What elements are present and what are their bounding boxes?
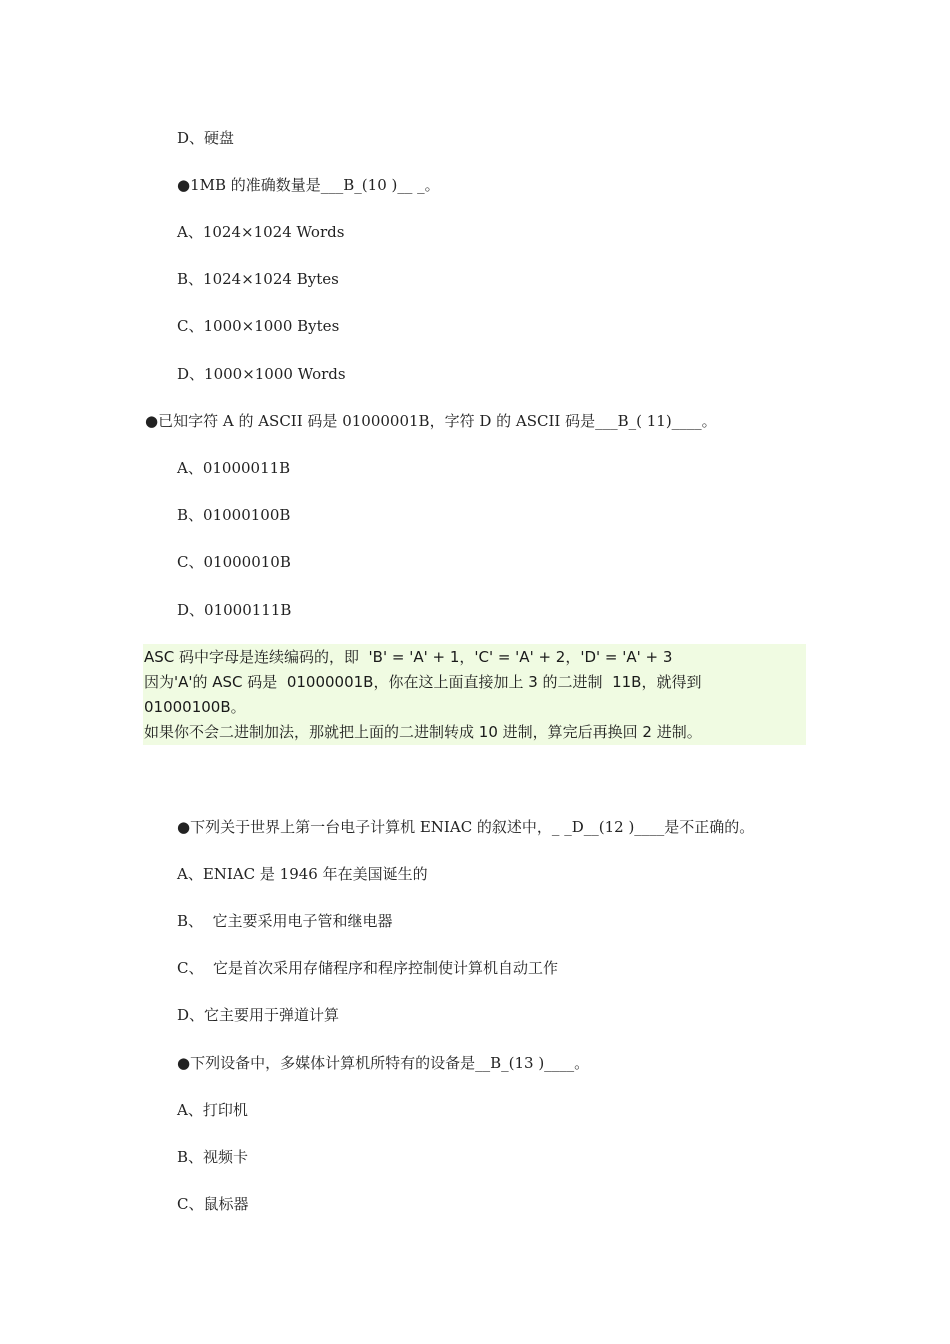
- note-line: ASC 码中字母是连续编码的，即 'B' = 'A' + 1，'C' = 'A' + 2，'D' = 'A' + 3: [144, 648, 673, 666]
- question-13: ●下列设备中，多媒体计算机所特有的设备是__B_(13 )____。: [177, 1054, 590, 1072]
- option-d-q10: D、1000×1000 Words: [177, 365, 346, 383]
- option-c-q11: C、01000010B: [177, 553, 291, 571]
- note-line: 如果你不会二进制加法，那就把上面的二进制转成 10 进制，算完后再换回 2 进制。: [144, 723, 702, 741]
- explanation-note: [143, 644, 806, 745]
- question-10: ●1MB 的准确数量是___B_(10 )__ _。: [177, 176, 440, 194]
- option-d-q11: D、01000111B: [177, 601, 292, 619]
- option-c-q13: C、鼠标器: [177, 1195, 249, 1213]
- note-line: 因为'A'的 ASC 码是 01000001B，你在这上面直接加上 3 的二进制 11B，就得到: [144, 673, 702, 691]
- option-c-q10: C、1000×1000 Bytes: [177, 317, 340, 335]
- option-b-q12: B、 它主要采用电子管和继电器: [177, 912, 393, 930]
- option-b-q10: B、1024×1024 Bytes: [177, 270, 339, 288]
- option-b-q11: B、01000100B: [177, 506, 291, 524]
- option-a-q10: A、1024×1024 Words: [177, 223, 345, 241]
- option-a-q13: A、打印机: [177, 1101, 248, 1119]
- question-12: ●下列关于世界上第一台电子计算机 ENIAC 的叙述中，_ _D__(12 )____是不正确的。: [177, 818, 755, 836]
- option-b-q13: B、视频卡: [177, 1148, 249, 1166]
- note-line: 01000100B。: [144, 698, 246, 716]
- option-a-q11: A、01000011B: [177, 459, 291, 477]
- option-d-q12: D、它主要用于弹道计算: [177, 1006, 340, 1024]
- option-a-q12: A、ENIAC 是 1946 年在美国诞生的: [177, 865, 428, 883]
- option-d-q9: D、硬盘: [177, 129, 235, 147]
- question-11: ●已知字符 A 的 ASCII 码是 01000001B，字符 D 的 ASCII 码是___B_( 11)____。: [145, 412, 717, 430]
- option-c-q12: C、 它是首次采用存储程序和程序控制使计算机自动工作: [177, 959, 559, 977]
